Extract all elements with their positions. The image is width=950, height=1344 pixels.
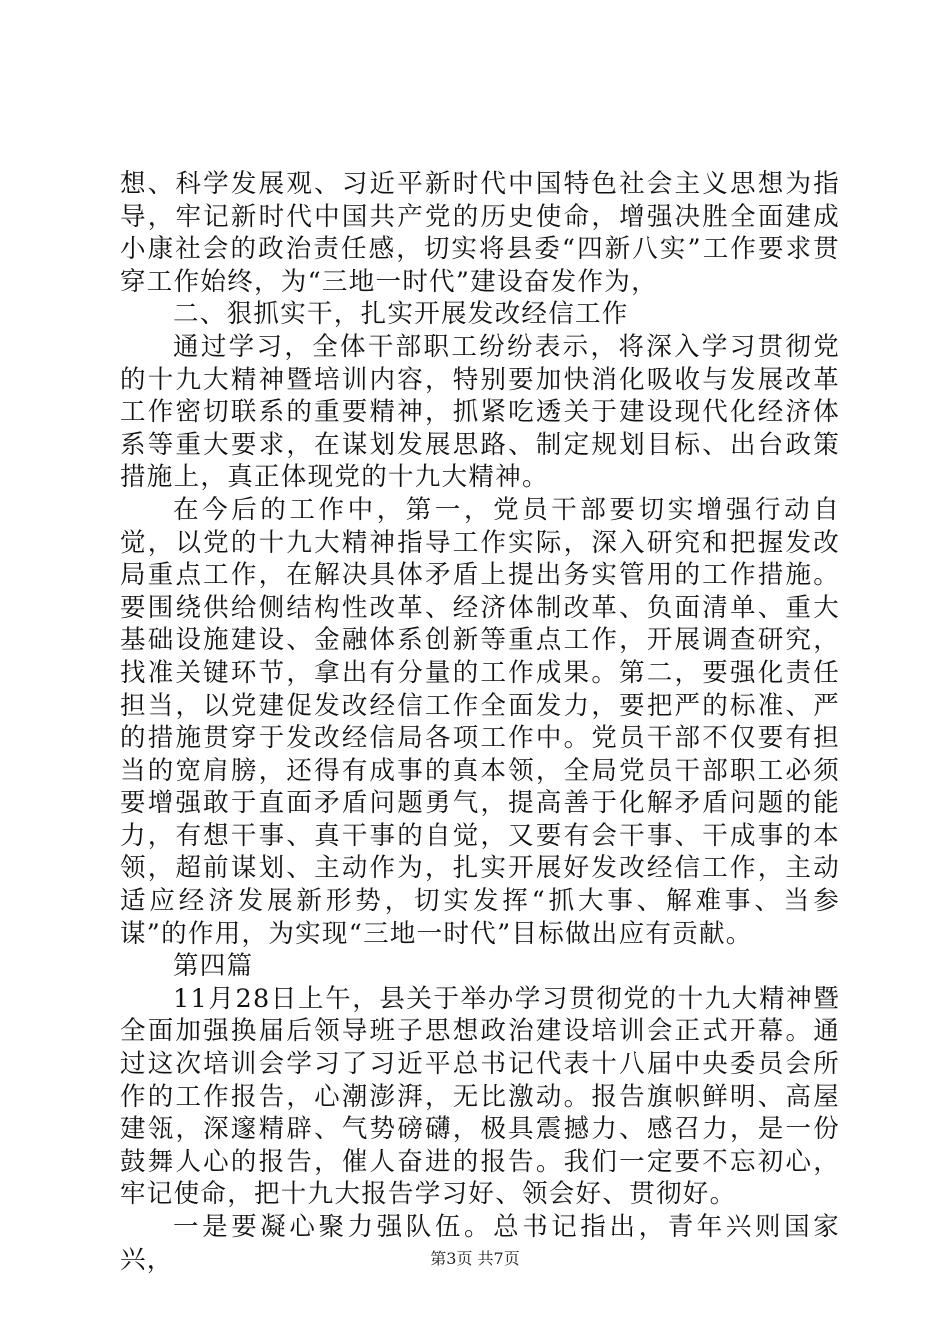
document-body bbox=[120, 168, 840, 1276]
paragraph-team-building: 一是要凝心聚力强队伍。总书记指出，青年兴则国家兴， bbox=[120, 1212, 840, 1275]
paragraph-training-opening: 11月28日上午，县关于举办学习贯彻党的十九大精神暨全面加强换届后领导班子思想政治建设培训会正式开幕。通过这次培训会学习了习近平总书记代表十八届中央委员会所作的工作报告，心潮澎湃，无比激动。报告旗帜鲜明、高屋建瓴，深邃精辟、气势磅礴，极具震撼力、感召力，是一份鼓舞人心的报告，催人奋进的报告。我们一定要不忘初心，牢记使命，把十九大报告学习好、领会好、贯彻好。 bbox=[120, 983, 840, 1210]
paragraph-future-work: 在今后的工作中，第一，党员干部要切实增强行动自觉，以党的十九大精神指导工作实际，深入研究和把握发改局重点工作，在解决具体矛盾上提出务实管用的工作措施。要围绕供给侧结构性改革、经济体制改革、负面清单、重大基础设施建设、金融体系创新等重点工作，开展调查研究，找准关键环节，拿出有分量的工作成果。第二，要强化责任担当，以党建促发改经信工作全面发力，要把严的标准、严的措施贯穿于发改经信局各项工作中。党员干部不仅要有担当的宽肩膀，还得有成事的真本领，全局党员干部职工必须要增强敢于直面矛盾问题勇气，提高善于化解矛盾问题的能力，有想干事、真干事的自觉，又要有会干事、干成事的本领，超前谋划、主动作为，扎实开展好发改经信工作，主动适应经济发展新形势，切实发挥“抓大事、解难事、当参谋”的作用，为实现“三地一时代”目标做出应有贡献。 bbox=[120, 494, 840, 949]
paragraph-study: 通过学习，全体干部职工纷纷表示，将深入学习贯彻党的十九大精神暨培训内容，特别要加快消化吸收与发展改革工作密切联系的重要精神，抓紧吃透关于建设现代化经济体系等重大要求，在谋划发展思路、制定规划目标、出台政策措施上，真正体现党的十九大精神。 bbox=[120, 331, 840, 493]
paragraph-continuation: 想、科学发展观、习近平新时代中国特色社会主义思想为指导，牢记新时代中国共产党的历史使命，增强决胜全面建成小康社会的政治责任感，切实将县委“四新八实”工作要求贯穿工作始终，为“三地一时代”建设奋发作为， bbox=[120, 169, 840, 297]
chapter-heading-4: 第四篇 bbox=[173, 951, 254, 982]
section-heading-2: 二、狠抓实干，扎实开展发改经信工作 bbox=[173, 299, 629, 330]
page-number-footer: 第3页 共7页 bbox=[430, 1249, 520, 1268]
